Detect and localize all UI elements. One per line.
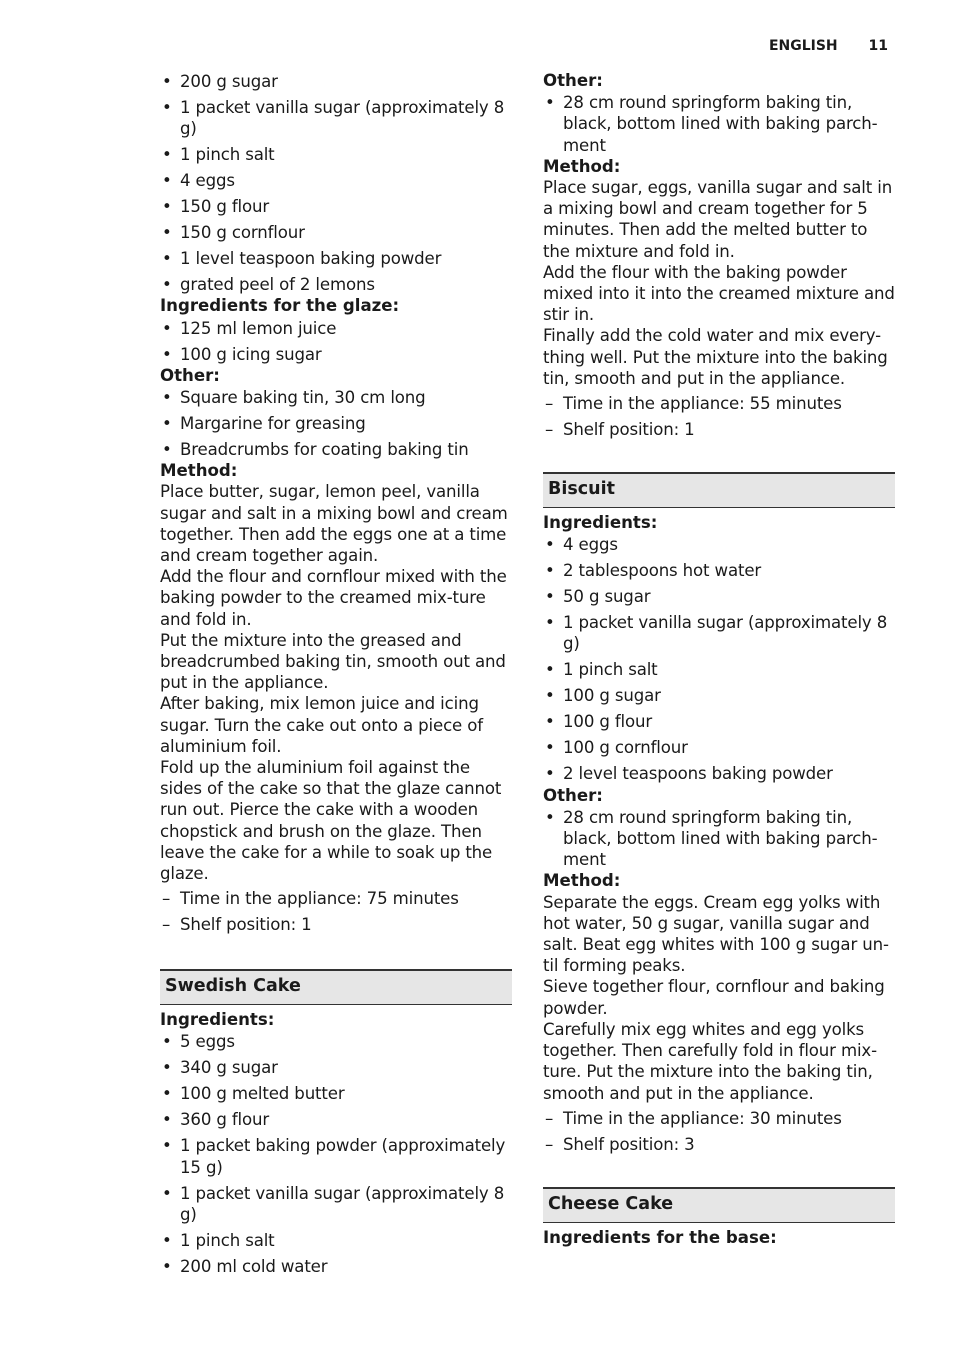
bullet-marker: • xyxy=(162,388,172,408)
bullet-marker: • xyxy=(162,197,172,217)
ingredients-list xyxy=(160,71,512,295)
bullet-marker: • xyxy=(545,764,555,784)
dash-marker: – xyxy=(545,1108,554,1128)
bullet-marker: • xyxy=(545,561,555,581)
method-paragraph: Put the mixture into the greased and breadcrumbed baking tin, smooth out and put in the appliance. xyxy=(160,630,506,693)
other-heading: Other: xyxy=(160,365,220,385)
list-item: • 100 g icing sugar xyxy=(162,344,322,364)
list-item: • 1 pinch salt xyxy=(545,660,658,680)
list-item: • 100 g flour xyxy=(545,712,653,732)
method-paragraph: Place sugar, eggs, vanilla sugar and salt in a mixing bowl and cream together for 5 minutes. Then add the melted butter to the mixture and fold in. xyxy=(543,178,893,261)
list-item: • 340 g sugar xyxy=(162,1058,278,1078)
glaze-heading: Ingredients for the glaze: xyxy=(160,296,400,316)
bullet-marker: • xyxy=(162,1032,172,1052)
bullet-marker: • xyxy=(545,93,555,113)
bullet-marker: • xyxy=(545,613,555,633)
bullet-marker: • xyxy=(162,318,172,338)
other-list xyxy=(543,92,895,156)
bullet-marker: • xyxy=(162,344,172,364)
list-item: • 1 pinch salt xyxy=(162,145,275,165)
method-paragraph: Add the flour and cornflour mixed with the baking powder to the creamed mix-ture and fold in. xyxy=(160,567,507,629)
method-heading: Method: xyxy=(160,461,238,481)
method-paragraph: Add the flour with the baking powder mixed into it into the creamed mixture and stir in. xyxy=(543,262,895,325)
list-item: • grated peel of 2 lemons xyxy=(162,275,375,295)
other-heading: Other: xyxy=(543,71,603,90)
list-item: • Breadcrumbs for coating baking tin xyxy=(162,440,469,460)
glaze-list xyxy=(160,318,512,365)
bullet-marker: • xyxy=(162,1058,172,1078)
notes-list xyxy=(160,888,512,935)
list-item: – Time in the appliance: 75 minutes xyxy=(162,889,459,909)
method-paragraph: Sieve together flour, cornflour and baking powder. xyxy=(543,977,885,1018)
method-paragraph: Finally add the cold water and mix every-thing well. Put the mixture into the baking tin, smooth and put in the appliance. xyxy=(543,326,888,388)
page-number: 11 xyxy=(868,38,888,54)
list-item: • 1 packet vanilla sugar (approximately 8 g) xyxy=(545,613,888,654)
bullet-marker: • xyxy=(162,72,172,91)
bullet-marker: • xyxy=(162,98,172,117)
swedish-ingredients-list xyxy=(160,1031,512,1277)
list-item: • 2 tablespoons hot water xyxy=(545,561,762,581)
left-column xyxy=(160,70,512,1282)
ingredients-heading: Ingredients: xyxy=(160,1010,275,1030)
bullet-marker: • xyxy=(162,414,172,434)
list-item: • Margarine for greasing xyxy=(162,414,366,434)
dash-marker: – xyxy=(545,394,554,414)
other-list xyxy=(160,387,512,460)
list-item: • 150 g cornflour xyxy=(162,223,305,243)
dash-marker: – xyxy=(162,915,171,935)
bullet-marker: • xyxy=(545,807,555,827)
list-item: • 200 g sugar xyxy=(162,72,278,91)
list-item: – Shelf position: 3 xyxy=(545,1134,695,1154)
list-item: • 360 g flour xyxy=(162,1110,270,1130)
bullet-marker: • xyxy=(545,712,555,732)
bullet-marker: • xyxy=(162,275,172,295)
bullet-marker: • xyxy=(162,1136,172,1156)
list-item: • 100 g sugar xyxy=(545,686,661,706)
bullet-marker: • xyxy=(162,249,172,269)
bullet-marker: • xyxy=(162,1183,172,1203)
base-ingredients-heading: Ingredients for the base: xyxy=(543,1227,777,1247)
notes-list xyxy=(543,1108,895,1155)
list-item: – Time in the appliance: 30 minutes xyxy=(545,1108,842,1128)
list-item: • 1 packet baking powder (approximately 15 g) xyxy=(162,1136,506,1177)
list-item: • 4 eggs xyxy=(545,535,618,555)
other-heading: Other: xyxy=(543,785,603,805)
right-column xyxy=(543,70,895,1248)
method-paragraph: Carefully mix egg whites and egg yolks together. Then carefully fold in flour mix-ture. Put the mixture into the baking tin, smooth and put in the appliance. xyxy=(543,1019,877,1103)
dash-marker: – xyxy=(545,420,554,440)
bullet-marker: • xyxy=(545,660,555,680)
bullet-marker: • xyxy=(162,1230,172,1250)
list-item: • 4 eggs xyxy=(162,171,235,191)
bullet-marker: • xyxy=(545,587,555,607)
method-heading: Method: xyxy=(543,871,621,891)
bullet-marker: • xyxy=(545,686,555,706)
section-title-swedish-cake: Swedish Cake xyxy=(160,969,512,1005)
method-heading: Method: xyxy=(543,156,621,176)
bullet-marker: • xyxy=(162,145,172,165)
bullet-marker: • xyxy=(162,1110,172,1130)
biscuit-ingredients-list xyxy=(543,534,895,784)
method-paragraph: Separate the eggs. Cream egg yolks with hot water, 50 g sugar, vanilla sugar and salt. Beat egg whites with 100 g sugar un-til forming peaks. xyxy=(543,892,889,976)
bullet-marker: • xyxy=(162,1256,172,1276)
dash-marker: – xyxy=(545,1134,554,1154)
bullet-marker: • xyxy=(162,223,172,243)
list-item: • 125 ml lemon juice xyxy=(162,318,337,338)
list-item: • 1 packet vanilla sugar (approximately 8 g) xyxy=(162,1183,505,1224)
list-item: • 1 pinch salt xyxy=(162,1230,275,1250)
bullet-marker: • xyxy=(162,440,172,460)
list-item: • 50 g sugar xyxy=(545,587,651,607)
method-paragraph: Place butter, sugar, lemon peel, vanilla sugar and salt in a mixing bowl and cream together. Then add the eggs one at a time and cream together again. xyxy=(160,482,508,566)
language-label: ENGLISH xyxy=(768,38,838,54)
bullet-marker: • xyxy=(545,738,555,758)
list-item: • 28 cm round springform baking tin, black, bottom lined with baking parch-ment xyxy=(545,807,878,870)
list-item: • 2 level teaspoons baking powder xyxy=(545,764,833,784)
list-item: • 100 g melted butter xyxy=(162,1084,345,1104)
page-header xyxy=(769,38,888,54)
dash-marker: – xyxy=(162,889,171,909)
list-item: • 150 g flour xyxy=(162,197,270,217)
list-item: – Shelf position: 1 xyxy=(545,420,695,440)
list-item: • 28 cm round springform baking tin, black, bottom lined with baking parch-ment xyxy=(545,93,878,155)
notes-list xyxy=(543,393,895,440)
bullet-marker: • xyxy=(545,535,555,555)
list-item: • 5 eggs xyxy=(162,1032,235,1052)
method-paragraph: After baking, mix lemon juice and icing sugar. Turn the cake out onto a piece of aluminium foil. xyxy=(160,694,483,756)
bullet-marker: • xyxy=(162,171,172,191)
list-item: • 1 level teaspoon baking powder xyxy=(162,249,442,269)
ingredients-heading: Ingredients: xyxy=(543,513,658,533)
list-item: • 100 g cornflour xyxy=(545,738,688,758)
list-item: • 1 packet vanilla sugar (approximately 8 g) xyxy=(162,98,505,139)
section-title-biscuit: Biscuit xyxy=(543,472,895,508)
other-list xyxy=(543,807,895,871)
bullet-marker: • xyxy=(162,1084,172,1104)
list-item: • 200 ml cold water xyxy=(162,1256,328,1276)
list-item: – Time in the appliance: 55 minutes xyxy=(545,394,842,414)
list-item: • Square baking tin, 30 cm long xyxy=(162,388,426,408)
list-item: – Shelf position: 1 xyxy=(162,915,312,935)
section-title-cheese-cake: Cheese Cake xyxy=(543,1187,895,1223)
method-paragraph: Fold up the aluminium foil against the sides of the cake so that the glaze cannot run out. Pierce the cake with a wooden chopstick and brush on the glaze. Then leave the cake for a while to soak up the glaze. xyxy=(160,758,502,884)
